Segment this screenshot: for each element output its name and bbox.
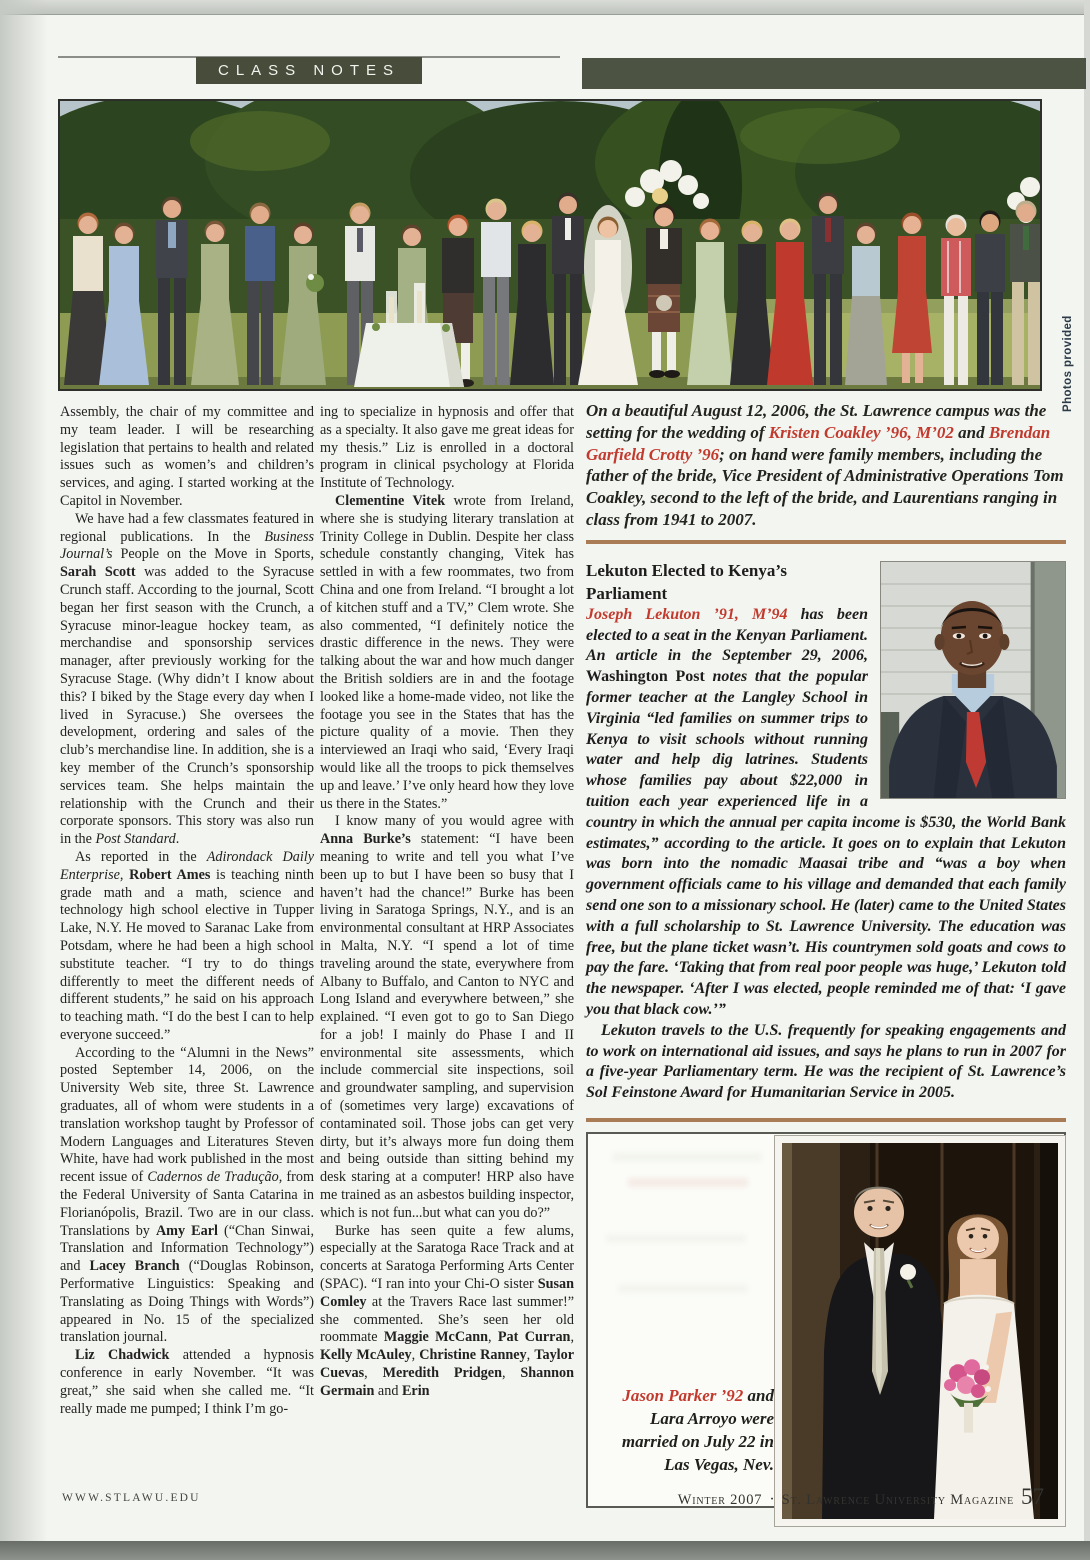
text-segment: Brendan Garfield Crotty ’96 (586, 422, 1051, 464)
text-segment: Erin (401, 1382, 430, 1399)
paragraph (320, 1223, 574, 1401)
paragraph (60, 404, 314, 511)
text-segment: Adirondack Daily Enterprise (60, 848, 315, 883)
text-segment: Cadernos de Tradução (147, 1169, 279, 1186)
text-segment: Lekuton travels to the U.S. frequently for speaking engagements and to work on international aid issues, and says he plans to run in 2007 for a five-year Parliamentary term. He was the recipient of St. Lawrence’s Sol Feinstone Award for Humanitarian Service in 2005. (586, 1021, 1066, 1102)
footer-separator: · (769, 1491, 775, 1508)
text-segment: , (570, 1329, 574, 1346)
text-segment: Shannon Germain (320, 1365, 575, 1399)
footer-issue-line (678, 1484, 1044, 1510)
text-segment: ; on hand were family members, including the father of the bride, Vice President of Administrative Operations Tom Coakley, second to the left of the bride, and Laurentians ranging in class from 1941 to 2007. (586, 444, 1064, 529)
text-segment: Robert Ames (129, 866, 211, 883)
text-segment: Taylor Cuevas (320, 1347, 575, 1382)
text-segment: Pat Curran (497, 1329, 571, 1346)
text-segment: Meredith Pridgen (382, 1365, 502, 1382)
lekuton-portrait-illustration (881, 562, 1065, 798)
wedding-photo-caption (586, 400, 1066, 531)
text-segment: and (374, 1382, 402, 1399)
footer-magazine-name: St. Lawrence University Magazine (781, 1492, 1014, 1508)
scan-edge-left (0, 0, 48, 1560)
text-segment: . (175, 831, 180, 848)
scan-bleed-artifact (618, 1284, 748, 1293)
paragraph (60, 1045, 314, 1348)
text-segment: We have had a few classmates featured in regional publications. In the (60, 510, 314, 545)
scan-bleed-artifact (628, 1178, 748, 1187)
text-segment: Jason Parker ’92 (622, 1385, 744, 1405)
lekuton-portrait-photo (880, 561, 1066, 799)
text-segment: Assembly, the chair of my committee and my team leader. I will be researching legislation that pertains to health and related issues such as women’s and children’s services, and aging. I started working at the Capitol in November. (60, 404, 314, 509)
text-segment: is teaching ninth grade math and a math, science and technology high school elective in Tupper Lake, N.Y. He moved to Saranac Lake from Potsdam, where he had been a high school substitute teacher. “I try to do things differently to meet the different needs of different students,” he said on his approach to teaching math. “I do the best I can to help everyone succeed.” (60, 866, 314, 1043)
text-segment: People on the Move in Sports, (112, 546, 314, 563)
paragraph (320, 493, 574, 813)
text-segment: (“Douglas Robinson, Performative Linguistics: Speaking and Translating as Doing Things with Words”) appeared in No. 15 of the specialized translation journal. (60, 1258, 314, 1346)
text-segment: Liz Chadwick (75, 1347, 170, 1364)
text-segment: Amy Earl (155, 1222, 218, 1239)
scan-edge-right (1084, 0, 1090, 1560)
photo-credit: Photos provided (1062, 315, 1074, 412)
wedding-group-photo-illustration (60, 101, 1040, 389)
text-column-1 (60, 404, 314, 1418)
scan-edge-top (0, 0, 1090, 15)
scan-edge-bottom (0, 1541, 1090, 1560)
tan-divider-rule (586, 540, 1066, 544)
footer-issue: Winter 2007 (677, 1492, 763, 1508)
text-segment: statement: “I have been meaning to write and tell you what I’ve been up to but I have been so busy that I haven’t had the chance!” Burke has been living in Saratoga Springs, N.Y., and is an environmental consultant at HRP Associates in Malta, N.Y. “I spend a lot of time traveling around the state, everywhere from Albany to Buffalo, and Canton to NYC and Long Island and everywhere between,” she explained. “I even got to go to San Diego for a job! I mainly do Phase I and II environmental site assessments, which include commercial site inspections, soil and groundwater sampling, and supervision of (sometimes very large) excavations of contaminated soil. Those jobs can get very dirty, but it’s always more fun doing them and being outside than sitting behind my desk staring at a computer! HRP also have me trained as an asbestos building inspector, which is not fun...but what can you do?” (320, 831, 574, 1221)
parker-wedding-photo-illustration (782, 1143, 1058, 1519)
text-segment: Anna Burke’s (320, 831, 411, 848)
text-segment: Susan Comley (320, 1276, 574, 1310)
scan-bleed-artifact (612, 1152, 762, 1162)
text-segment: Kristen Coakley ’96, M’02 (768, 422, 954, 442)
text-segment: Washington Post (586, 668, 705, 686)
tan-divider-rule-2 (586, 1118, 1066, 1122)
paragraph (60, 849, 314, 1045)
text-segment: Post Standard (95, 831, 176, 848)
bottom-photo-frame (586, 1132, 1066, 1508)
paragraph (60, 1347, 314, 1418)
text-segment: wrote from Ireland, where she is studying literary translation at Trinity College in Dublin. Despite her class schedule constantly changing, Vitek has settled in with a few roommates, two from China and one from Ireland. “I brought a lot of kitchen stuff and a TV,” Clem wrote. She also commented, “I definitely notice the drastic difference in the news. They were talking about the war and how much danger the British soldiers are in and the footage looked like a home-made video, not like the footage you see in the States that has the picture quality of a movie. Then they interviewed an Iraqi who said, ‘Every Iraqi would like all the troops to pick themselves up and leave.’ I’ve only heard how they love us there in the States.” (320, 492, 574, 812)
text-segment: , (119, 866, 130, 883)
text-segment: As reported in the (75, 848, 207, 865)
lekuton-headline: Lekuton Elected to Kenya’s Parliament (586, 560, 788, 603)
wedding-group-photo (58, 99, 1042, 391)
text-segment: Kelly McAuley (320, 1347, 412, 1364)
text-segment: and Lara Arroyo were married on July 22 in Las Vegas, Nev. (621, 1385, 774, 1474)
text-segment: I know many of you would agree with (335, 813, 574, 830)
text-segment: (“Chan Sinwai, Translation and Information Technology”) and (60, 1222, 314, 1275)
text-segment: attended a hypnosis conference in early November. “It was great,” she said when she called me. “It really made me pumped; I think I’m go- (60, 1347, 314, 1417)
lekuton-article (586, 559, 1066, 1104)
text-segment: has been elected to a seat in the Kenyan Parliament. An article in the September 29, 2006, (586, 605, 868, 665)
text-segment: was added to the Syracuse Crunch staff. According to the journal, Scott began her first season with the Crunch, a Syracuse minor-league hockey team, as merchandise and sponsorship services manager, after previously working for the Syracuse Stage. (Why didn’t I know about this? I biked by the Stage every day when I lived in Syracuse.) She oversees the development, ordering and sales of the club’s merchandise line. In addition, she is a key member of the Crunch’s sponsorship services team. She helps maintain the relationship with the Crunch and their corporate sponsors. This story was also run in the (60, 564, 314, 848)
text-segment: , from the Federal University of Santa Catarina in Florianópolis, Brazil. Two are in our class. Translations by (60, 1169, 314, 1239)
section-title-class-notes: CLASS NOTES (196, 57, 422, 84)
text-segment: Burke has seen quite a few alums, especially at the Saratoga Race Track and at concerts at Saratoga Performing Arts Center (SPAC). “I ran into your Chi-O sister (320, 1222, 574, 1293)
parker-wedding-photo (775, 1136, 1065, 1526)
paragraph (60, 511, 314, 849)
text-column-2 (320, 404, 574, 1401)
text-column-3 (586, 400, 1066, 1508)
footer-page-number: 57 (1021, 1484, 1044, 1509)
text-segment: Sarah Scott (60, 564, 136, 581)
text-segment: Maggie McCann (383, 1329, 488, 1346)
text-segment: Christine Ranney (419, 1347, 527, 1364)
text-segment: , (364, 1365, 383, 1382)
paragraph (320, 404, 574, 493)
text-segment: , (501, 1365, 521, 1382)
text-segment: Clementine Vitek (335, 492, 446, 509)
paragraph (320, 813, 574, 1222)
text-segment: and (953, 422, 989, 442)
text-segment: , (526, 1347, 535, 1364)
text-segment: According to the “Alumni in the News” posted September 14, 2006, on the University Web site, three St. Lawrence graduates, all of whom were students in a translation workshop taught by Professor of Modern Languages and Literatures Steven White, have had work published in the most recent issue of (60, 1044, 314, 1186)
scan-bleed-artifact (606, 1234, 746, 1243)
text-segment: , (487, 1329, 498, 1346)
text-segment: Business Journal’s (60, 528, 314, 563)
parker-photo-caption (602, 1384, 774, 1476)
paragraph (586, 1021, 1066, 1104)
footer-website: WWW.STLAWU.EDU (62, 1492, 201, 1504)
text-segment: On a beautiful August 12, 2006, the St. Lawrence campus was the setting for the wedding of (586, 401, 1047, 442)
text-segment: ing to specialize in hypnosis and offer that as a specialty. It also gave me great ideas for my thesis.” Liz is enrolled in a doctoral program in clinical psychology at Florida Institute of Technology. (320, 404, 574, 492)
text-segment: Joseph Lekuton ’91, M’94 (586, 605, 788, 623)
text-segment: notes that the popular former teacher at the Langley School in Virginia “led families on summer trips to Kenya to visit schools without running water and help dig latrines. Students whose families pay about $22,000 in tuition each year experienced life in a country in which the annual per capita income is $530, the World Bank estimates,” according to the article. It goes on to explain that Lekuton was born into the nomadic Maasai tribe and “was a boy when government officials came to his village and demanded that each family send one son to a missionary school. He (later) came to the United States with a full scholarship to St. Lawrence University. The education was free, but the plane ticket wasn’t. His countrymen sold goats and cows to pay the fare. ‘Taking that from real poor people was huge,’ Lekuton told the newspaper. ‘After I was elected, people reminded me of that: ‘I gave you that black cow.’” (586, 668, 1067, 1018)
text-segment: , (411, 1347, 420, 1364)
text-segment: Lacey Branch (89, 1258, 180, 1275)
header-bar (582, 58, 1086, 89)
text-segment: at the Travers Race last summer!” she commented. She’s seen her old roommate (320, 1293, 574, 1346)
